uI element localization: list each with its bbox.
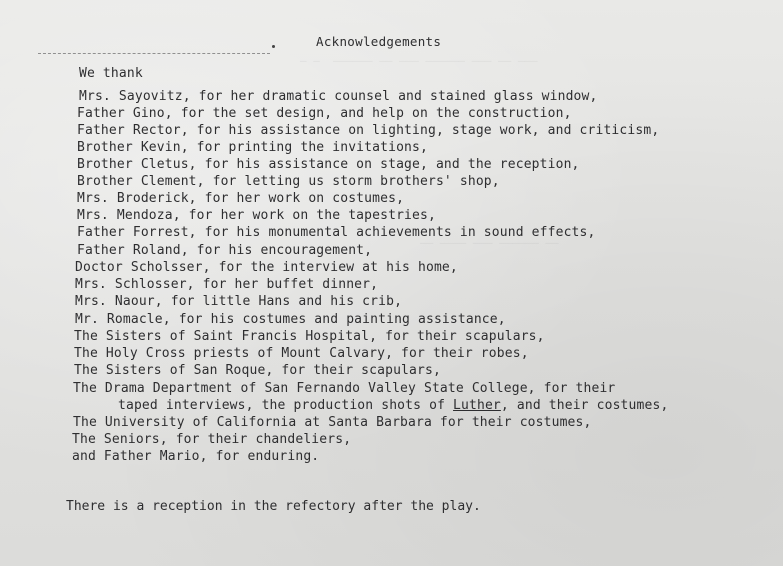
list-item: The Seniors, for their chandeliers, [72, 432, 352, 447]
list-item: Father Gino, for the set design, and help on the construction, [77, 106, 572, 121]
list-item-continuation [118, 398, 668, 414]
continuation-after: , and their costumes, [500, 398, 669, 413]
list-item: Mrs. Sayovitz, for her dramatic counsel and stained glass window, [79, 89, 598, 104]
intro-line: We thank [79, 66, 143, 81]
show-through-text-top: _ _ ______ __ ___ ______ ___ __ ___ [300, 58, 538, 70]
list-item: Brother Cletus, for his assistance on stage, and the reception, [77, 157, 580, 172]
list-item: The Drama Department of San Fernando Valley State College, for their [73, 381, 616, 396]
list-item: Mrs. Mendoza, for her work on the tapestries, [77, 208, 436, 223]
list-item: Father Rector, for his assistance on lighting, stage work, and criticism, [77, 123, 660, 138]
list-item: Brother Kevin, for printing the invitations, [77, 140, 428, 155]
continuation-before: taped interviews, the production shots of [118, 398, 454, 413]
list-item: Mrs. Schlosser, for her buffet dinner, [75, 277, 379, 292]
list-item: The Holy Cross priests of Mount Calvary, for their robes, [74, 346, 529, 361]
document-title: Acknowledgements [316, 34, 442, 49]
show-through-text-middle: __ ____ ___ ______ __ [420, 240, 559, 252]
list-item: Brother Clement, for letting us storm brothers' shop, [77, 174, 500, 189]
list-item: Mr. Romacle, for his costumes and painting assistance, [75, 312, 506, 327]
underlined-title: Luther [453, 398, 501, 413]
list-item: Mrs. Broderick, for her work on costumes, [77, 191, 405, 206]
list-item: The Sisters of San Roque, for their scapulars, [74, 363, 441, 378]
list-item: Mrs. Naour, for little Hans and his crib, [75, 294, 403, 309]
list-item: The University of California at Santa Barbara for their costumes, [73, 415, 592, 430]
ink-dot [272, 45, 275, 48]
list-item: Father Forrest, for his monumental achievements in sound effects, [77, 225, 596, 240]
footer-note: There is a reception in the refectory after the play. [66, 499, 481, 514]
list-item: Father Roland, for his encouragement, [77, 243, 373, 258]
list-item: and Father Mario, for enduring. [72, 449, 320, 464]
list-item: Doctor Scholsser, for the interview at his home, [75, 260, 458, 275]
title-rule [38, 53, 270, 54]
list-item: The Sisters of Saint Francis Hospital, for their scapulars, [74, 329, 545, 344]
